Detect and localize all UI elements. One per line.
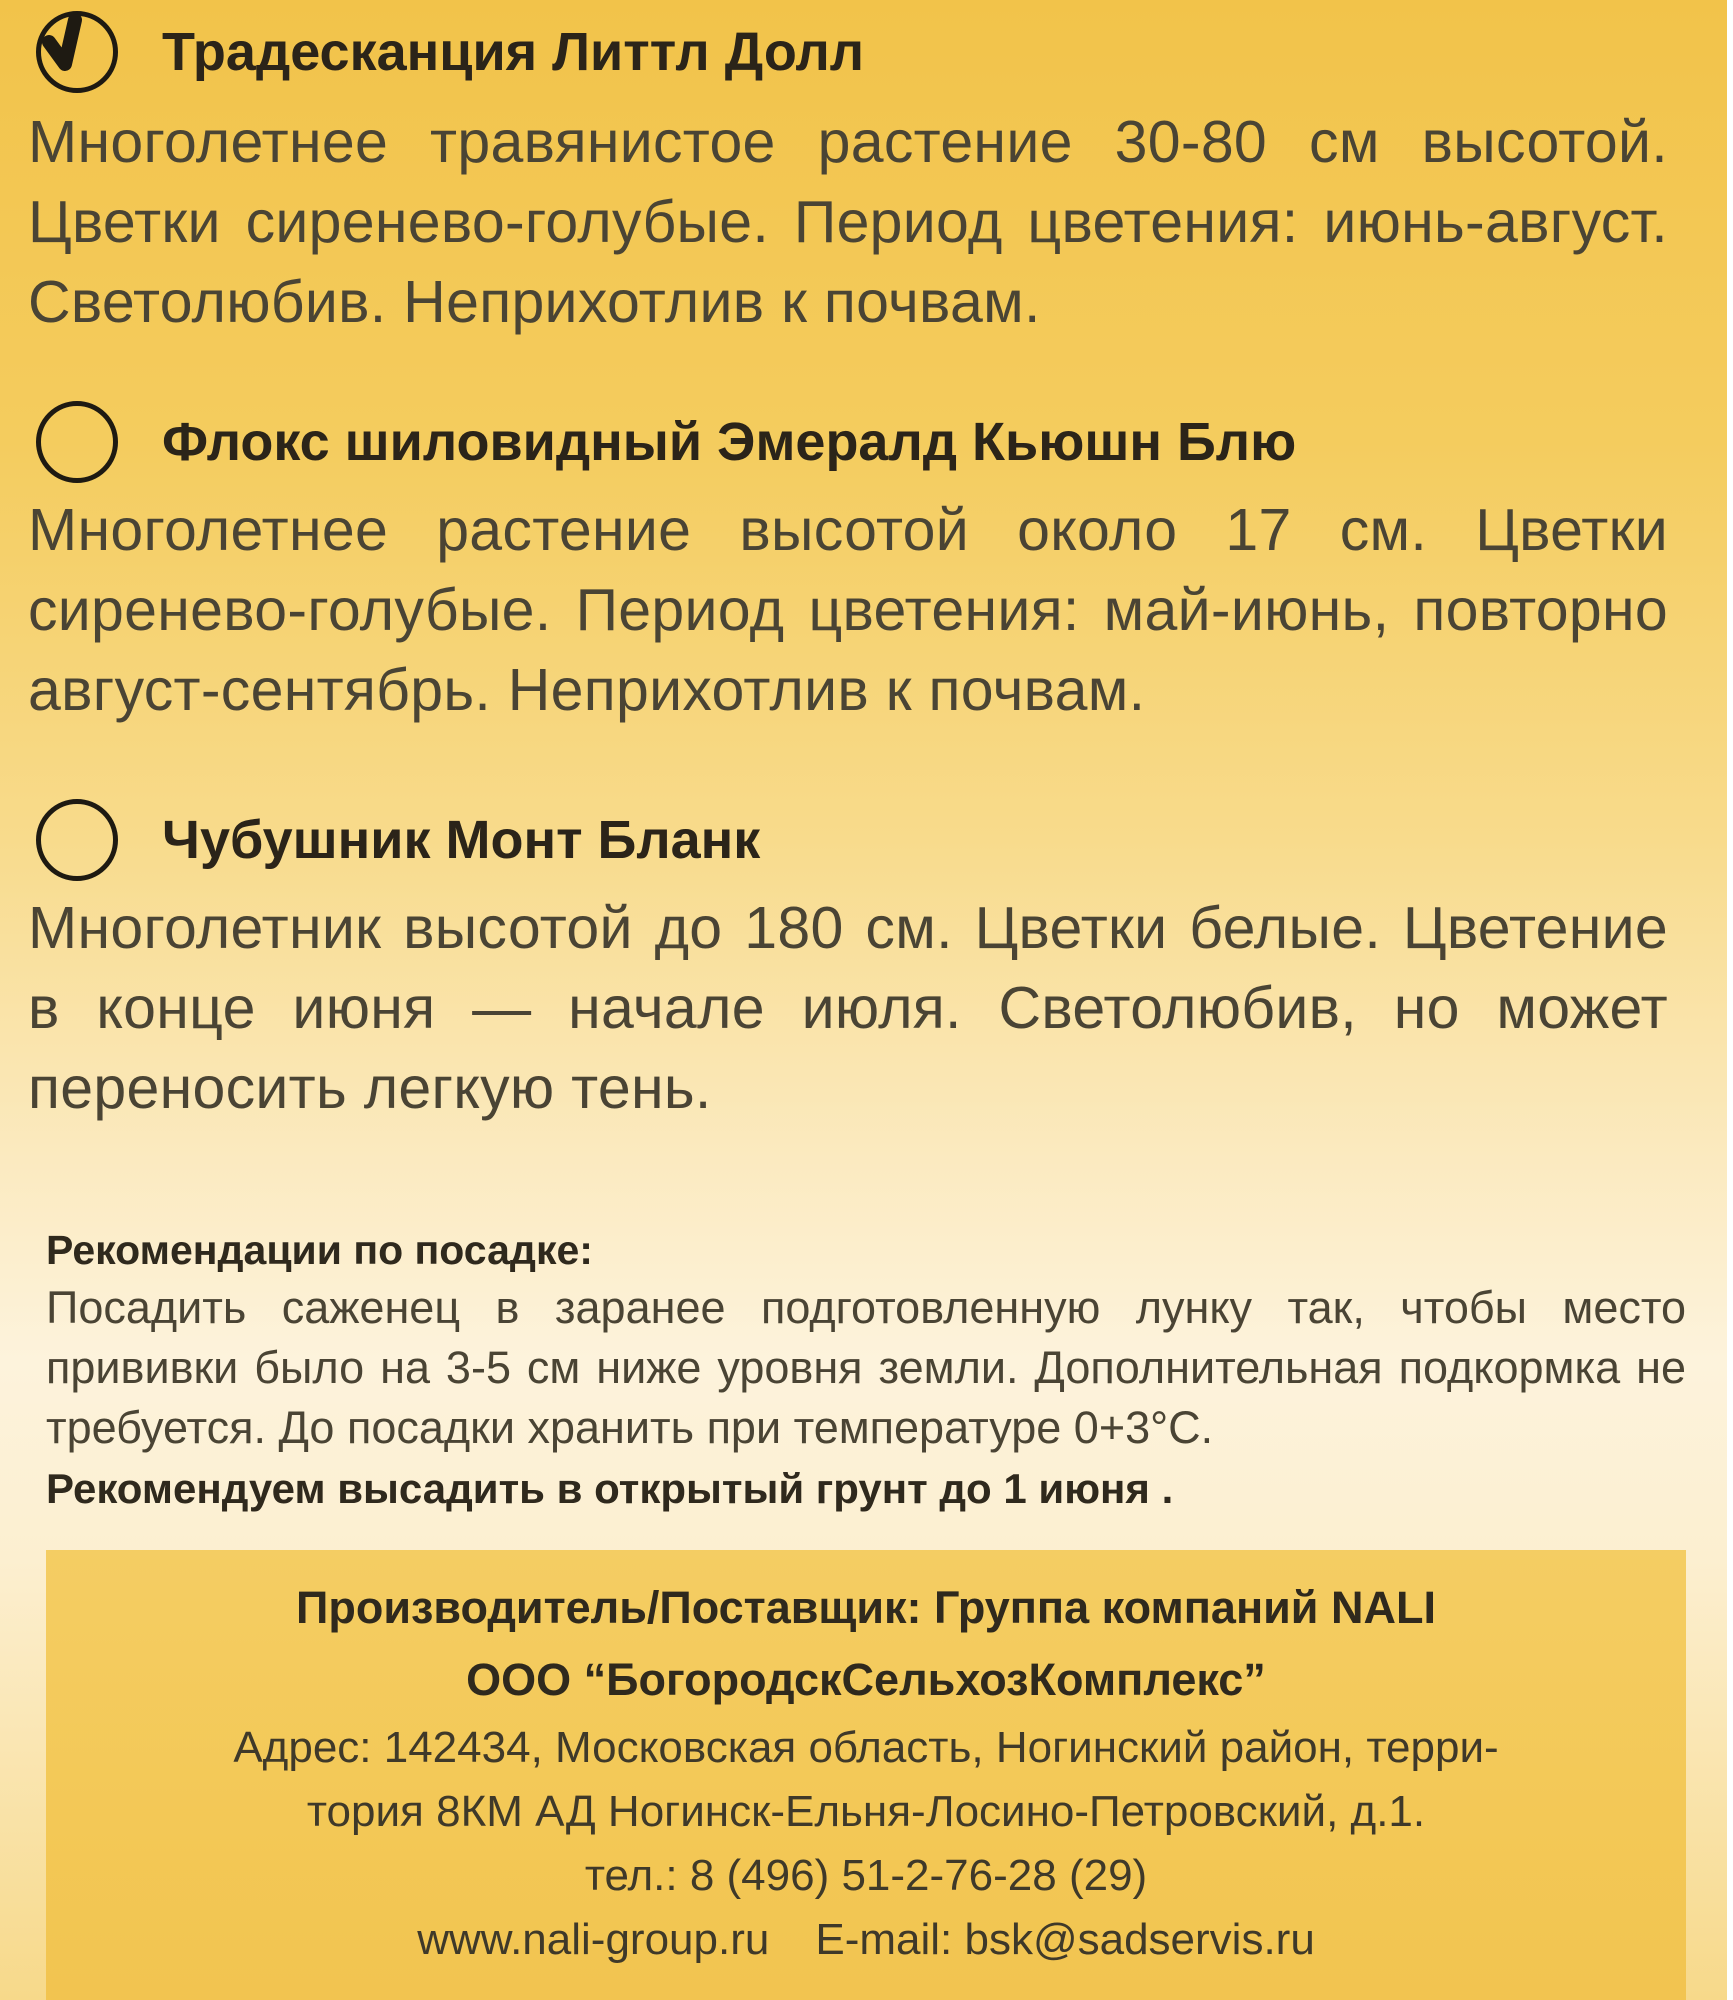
plant-description: Многолетнее растение высотой около 17 см. Цветки сиренево-голубые. Период цветения: май-июнь, повторно август-сентябрь. Неприхотлив к почвам. bbox=[28, 497, 1668, 723]
plant-description: Многолетник высотой до 180 см. Цветки белые. Цветение в конце июня — начале июля. Светолюбив, но может переносить легкую тень. bbox=[28, 895, 1668, 1121]
plant-heading bbox=[28, 800, 1668, 880]
address-line-2: тория 8КМ АД Ногинск-Ельня-Лосино-Петровский, д.1. bbox=[306, 1787, 1426, 1836]
recommendations-text: Посадить саженец в заранее подготовленную лунку так, чтобы место прививки было на 3-5 см ниже уровня земли. Дополнительная подкормка не требуется. До посадки хранить при температуре 0+3°С. bbox=[46, 1282, 1686, 1453]
empty-circle-icon[interactable] bbox=[36, 799, 118, 881]
plant-name: Традесканция Литтл Долл bbox=[162, 22, 865, 82]
planting-recommendations bbox=[46, 1222, 1686, 1520]
plant-name: Флокс шиловидный Эмералд Кьюшн Блю bbox=[162, 412, 1297, 472]
plant-entry-tradescantia bbox=[28, 12, 1668, 342]
contacts-row bbox=[46, 1908, 1686, 1972]
website-link[interactable]: www.nali-group.ru bbox=[417, 1915, 770, 1964]
plant-heading bbox=[28, 12, 1668, 92]
email-link[interactable]: E-mail: bsk@sadservis.ru bbox=[815, 1915, 1315, 1964]
supplier-line: Производитель/Поставщик: Группа компаний NALI bbox=[296, 1582, 1436, 1633]
planting-deadline-note: Рекомендуем высадить в открытый грунт до 1 июня . bbox=[46, 1465, 1174, 1512]
plant-entry-phlox bbox=[28, 402, 1668, 730]
plant-heading bbox=[28, 402, 1668, 482]
plant-description: Многолетнее травянистое растение 30-80 см высотой. Цветки сиренево-голубые. Период цветения: июнь-август. Светолюбив. Неприхотлив к почвам. bbox=[28, 109, 1668, 335]
checked-circle-icon[interactable] bbox=[36, 11, 118, 93]
manufacturer-panel bbox=[46, 1550, 1686, 2000]
phone-number: тел.: 8 (496) 51-2-76-28 (29) bbox=[584, 1851, 1148, 1900]
empty-circle-icon[interactable] bbox=[36, 401, 118, 483]
plant-name: Чубушник Монт Бланк bbox=[162, 810, 761, 870]
recommendations-title: Рекомендации по посадке: bbox=[46, 1227, 593, 1273]
checkmark-icon bbox=[35, 2, 105, 92]
company-name: ООО “БогородскСельхозКомплекс” bbox=[466, 1654, 1266, 1705]
right-edge bbox=[1727, 0, 1733, 2000]
address-line-1: Адрес: 142434, Московская область, Ногинский район, терри- bbox=[233, 1723, 1499, 1772]
plant-entry-philadelphus bbox=[28, 800, 1668, 1128]
